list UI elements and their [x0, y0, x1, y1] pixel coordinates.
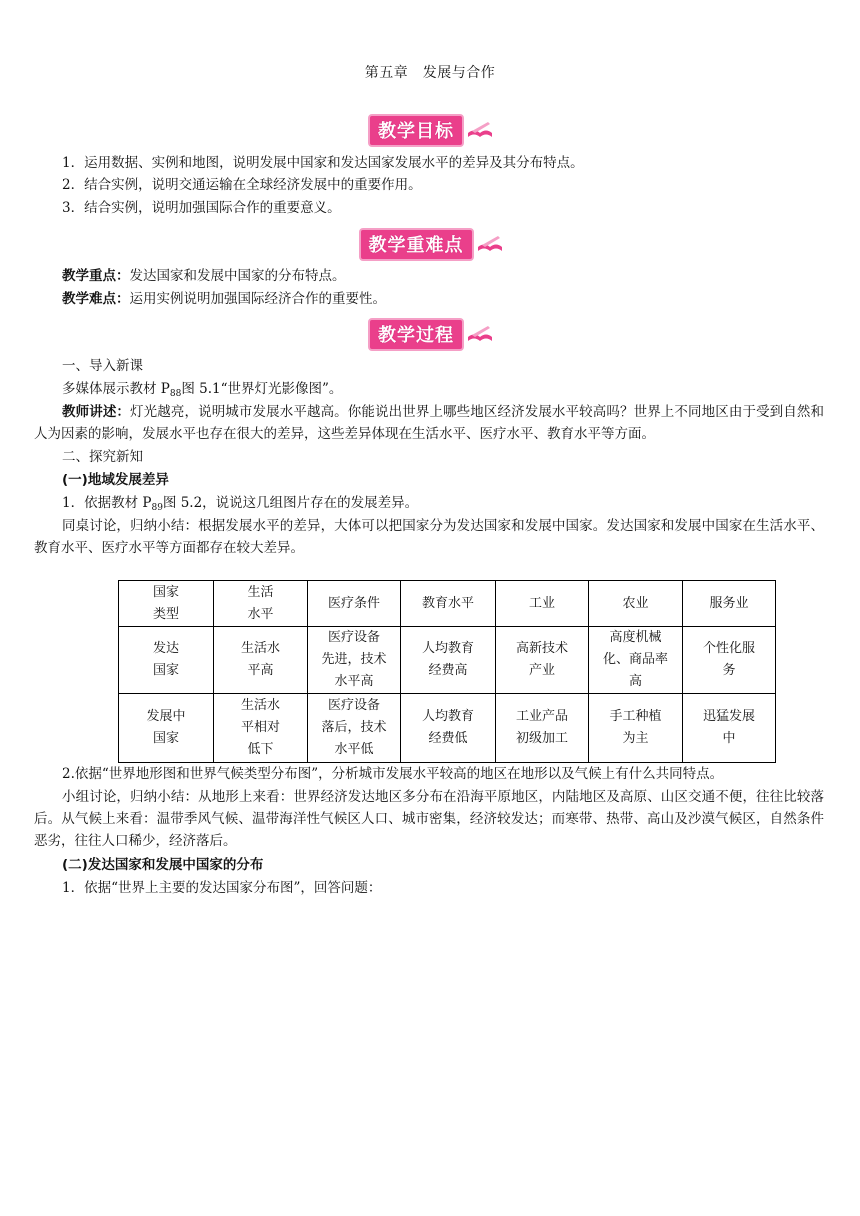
table-cell-text: 工业产品 初级加工 [515, 709, 568, 746]
table-cell-text: 医疗条件 [327, 595, 380, 611]
teaching-focus-text: 发达国家和发展中国家的分布特点。 [129, 268, 346, 284]
table-cell [308, 627, 401, 694]
table-header-cell [308, 581, 401, 627]
section-1-item-1-text-b: 图 5.2，说说这几组图片存在的发展差异。 [162, 495, 419, 511]
objectives-badge [0, 117, 860, 143]
table-row [119, 627, 776, 694]
table-cell-text: 发展中 国家 [146, 709, 186, 746]
objective-item-2: 2．结合实例，说明交通运输在全球经济发展中的重要作用。 [62, 177, 422, 193]
table-cell [214, 694, 308, 763]
intro-page-subscript: 88 [169, 389, 182, 399]
table-header-cell [683, 581, 776, 627]
section-1-summary: 同桌讨论，归纳小结：根据发展水平的差异，大体可以把国家分为发达国家和发展中国家。发达国家和发展中国家在生活水平、教育水平、医疗水平等方面都存在较大差异。 [34, 518, 824, 556]
objective-item-1: 1．运用数据、实例和地图，说明发展中国家和发达国家发展水平的差异及其分布特点。 [62, 155, 584, 171]
section-1-heading: (一)地域发展差异 [62, 472, 169, 488]
teaching-focus-label: 教学重点： [62, 268, 130, 284]
objectives-badge-label: 教学目标 [368, 114, 464, 147]
table-cell-text: 个性化服 务 [702, 641, 755, 678]
teaching-focus [62, 265, 802, 287]
book-pen-icon [466, 119, 494, 141]
intro-heading: 一、导入新课 [62, 358, 143, 374]
chapter-title: 第五章 发展与合作 [364, 65, 496, 81]
teaching-difficulty-label: 教学难点： [62, 291, 130, 307]
teacher-narration-text: 灯光越亮，说明城市发展水平越高。你能说出世界上哪些地区经济发展水平较高吗？世界上不同地区由于受到自然和人为因素的影响，发展水平也存在很大的差异，这些差异体现在生活水平、医疗水平、教育水平等方面。 [34, 404, 824, 442]
book-pen-icon [476, 233, 504, 255]
table-cell-text: 医疗设备 先进，技术 水平高 [321, 630, 387, 689]
table-cell-text: 人均教育 经费低 [421, 709, 474, 746]
explore-heading: 二、探究新知 [62, 449, 143, 465]
table-cell-text: 教育水平 [421, 595, 474, 611]
table-header-cell [119, 581, 214, 627]
section-2-heading: (二)发达国家和发展中国家的分布 [62, 857, 264, 873]
table-header-cell [496, 581, 589, 627]
comparison-table [118, 580, 776, 763]
section-1-item-1-subscript: 89 [151, 503, 163, 513]
table-cell [496, 694, 589, 763]
key-points-badge-label: 教学重难点 [359, 228, 474, 261]
table-cell [401, 694, 496, 763]
table-cell-text: 高度机械 化、商品率 高 [602, 630, 668, 689]
process-badge [0, 321, 860, 347]
intro-line-text-a: 多媒体展示教材 P [62, 381, 170, 397]
teaching-difficulty-text: 运用实例说明加强国际经济合作的重要性。 [129, 291, 386, 307]
section-2-item-1: 1．依据“世界上主要的发达国家分布图”，回答问题： [62, 880, 382, 896]
table-cell [119, 694, 214, 763]
table-cell-text: 生活水 平高 [240, 641, 280, 678]
teacher-narration [34, 401, 824, 445]
objective-item-3: 3．结合实例，说明加强国际合作的重要意义。 [62, 200, 341, 216]
table-cell-text: 人均教育 经费高 [421, 641, 474, 678]
section-1-item-1-text-a: 1．依据教材 P [62, 495, 152, 511]
table-cell [589, 627, 683, 694]
intro-line-text-b: 图 5.1“世界灯光影像图”。 [181, 381, 343, 397]
book-pen-icon [466, 323, 494, 345]
process-badge-label: 教学过程 [368, 318, 464, 351]
table-cell-text: 医疗设备 落后，技术 水平低 [321, 698, 387, 757]
section-1-item-2: 2.依据“世界地形图和世界气候类型分布图”，分析城市发展水平较高的地区在地形以及气候上有什么共同特点。 [62, 766, 724, 782]
table-cell [683, 694, 776, 763]
teaching-difficulty [62, 288, 802, 310]
table-cell [308, 694, 401, 763]
table-cell [589, 694, 683, 763]
table-header-row [119, 581, 776, 627]
table-header-cell [401, 581, 496, 627]
table-cell-text: 发达 国家 [152, 641, 179, 678]
table-cell-text: 农业 [622, 595, 649, 611]
table-cell-text: 高新技术 产业 [515, 641, 568, 678]
table-cell [496, 627, 589, 694]
table-cell-text: 迅猛发展 中 [702, 709, 755, 746]
table-cell-text: 生活 水平 [247, 584, 274, 622]
table-cell-text: 手工种植 为主 [609, 709, 662, 746]
table-cell-text: 国家 类型 [152, 584, 179, 622]
teacher-narration-label: 教师讲述： [62, 404, 131, 420]
section-1-item-2-summary: 小组讨论，归纳小结：从地形上来看：世界经济发达地区多分布在沿海平原地区，内陆地区及高原、山区交通不便，往往比较落后。从气候上来看：温带季风气候、温带海洋性气候区人口、城市密集，经济较发达；而寒带、热带、高山及沙漠气候区，自然条件恶劣，往往人口稀少，经济落后。 [34, 789, 824, 849]
table-header-cell [214, 581, 308, 627]
table-cell [214, 627, 308, 694]
table-row [119, 694, 776, 763]
key-points-badge [0, 231, 860, 257]
table-cell [119, 627, 214, 694]
table-cell-text: 生活水 平相对 低下 [240, 698, 280, 757]
table-cell [683, 627, 776, 694]
table-header-cell [589, 581, 683, 627]
table-cell-text: 工业 [528, 595, 555, 611]
table-cell [401, 627, 496, 694]
table-cell-text: 服务业 [709, 595, 749, 611]
